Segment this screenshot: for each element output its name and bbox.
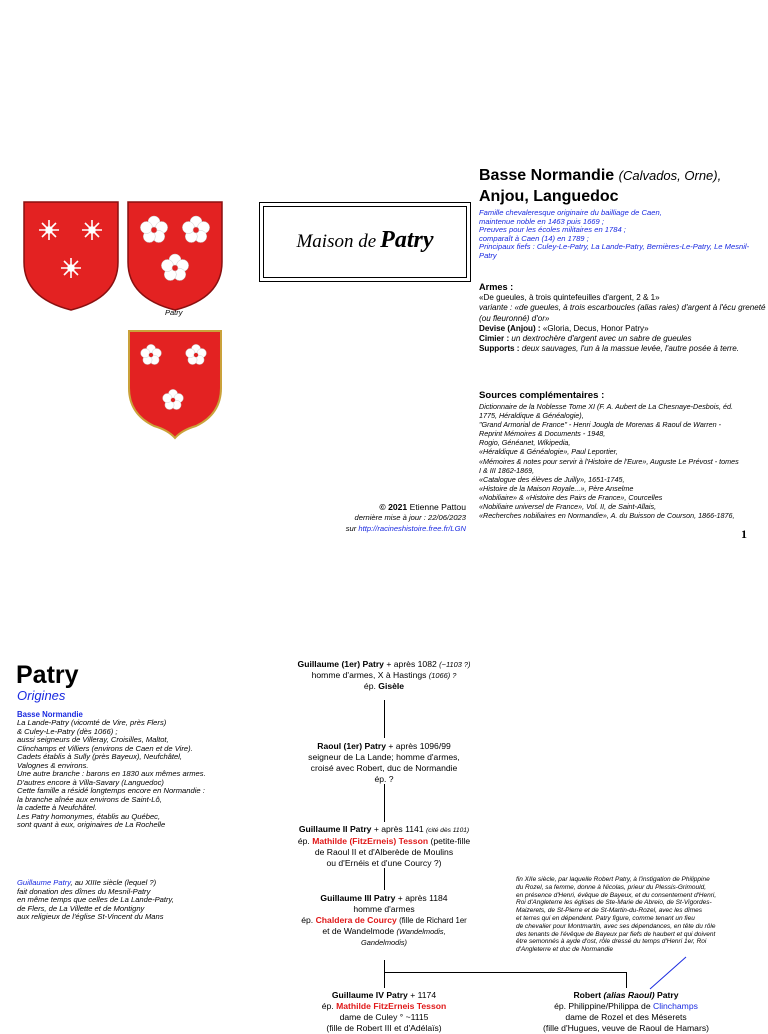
person-name: Patry	[657, 990, 679, 1000]
person-guillaume-2	[274, 824, 494, 869]
person-spouse: Chaldera de Courcy	[315, 915, 397, 925]
note-left-name[interactable]: Guillaume Patry	[17, 878, 71, 887]
person-dates: + après 1141	[373, 824, 424, 834]
shield-quintefeuilles-gold	[126, 328, 224, 440]
note-left-line: fait donation des dîmes du Mesnil-Patry	[17, 886, 151, 896]
person-ep: ép.	[554, 1001, 567, 1011]
sources-block	[479, 390, 741, 520]
person-detail: homme d'armes	[353, 904, 415, 914]
person-name: Raoul (1er) Patry	[317, 741, 387, 751]
origins-line: Une autre branche : barons en 1830 aux mêmes armes.	[17, 769, 206, 778]
tree-connector	[626, 972, 627, 988]
devise-line	[479, 324, 766, 334]
maison-name: Patry	[380, 227, 434, 253]
person-spouse: Gisèle	[378, 681, 405, 691]
tree-connector	[384, 868, 385, 890]
copyright-author: Etienne Pattou	[409, 502, 466, 512]
tree-connector	[384, 700, 385, 738]
person-guillaume-4	[284, 990, 484, 1034]
origins-line: aussi seigneurs de Villeray, Croisilles, Maltot,	[17, 735, 169, 744]
person-dates-note: (cité dès 1101)	[426, 827, 470, 834]
source-line: «Mémoires & notes pour servir à l'Histoire de l'Eure», Auguste Le Prévost - tomes I & III 1862-1869,	[479, 456, 739, 475]
person-detail: (petite-fille	[430, 836, 471, 846]
summary-line: maintenue noble en 1463 puis 1669 ;	[479, 216, 604, 226]
person-detail-note: Gandelmodis)	[360, 938, 407, 947]
tree-connector	[384, 960, 385, 988]
cimier-label: Cimier :	[479, 334, 510, 344]
note-donation-left	[17, 879, 257, 922]
person-spouse: Mathilde (FitzErneis) Tesson	[312, 836, 429, 846]
supports-text: deux sauvages, l'un à la massue levée, l'autre posée à terre.	[521, 344, 739, 354]
origins-line: la cadette à Neufchâtel.	[17, 803, 97, 812]
person-ep: ép.	[301, 915, 314, 925]
shield-quintefeuilles	[126, 200, 224, 312]
note-right-line: en présence d'Henri, évêque de Bayeux, et du consentement d'Henri,	[516, 891, 717, 899]
summary-line: comparaît à Caen (14) en 1789 ;	[479, 233, 589, 243]
person-dates: + 1174	[410, 990, 437, 1000]
person-detail: dame de Culey ° ~1115	[339, 1012, 429, 1022]
armes-line: variante : «de gueules, à trois escarboucles (alias raies) d'argent à l'écu greneté (ou fleuronné) d'or»	[479, 303, 766, 323]
note-left-line: , au XIIIe siècle (lequel ?)	[70, 878, 157, 887]
tree-connector	[384, 784, 385, 822]
person-guillaume-3	[284, 893, 484, 948]
person-dates: + après 1082	[386, 659, 437, 669]
person-robert	[520, 990, 732, 1034]
update-label: dernière mise à jour :	[354, 512, 426, 522]
maison-prefix: Maison de	[296, 231, 377, 252]
person-dates: + après 1184	[397, 893, 448, 903]
source-line: «Histoire de la Maison Royale...», Père Anselme	[479, 483, 634, 493]
person-name: Robert	[573, 990, 602, 1000]
note-right-line: fin XIIe siècle, par laquelle Robert Patry, à l'instigation de Philippine	[516, 876, 710, 883]
note-left-line: de Flers, de La Villette et de Montigny	[17, 903, 145, 913]
origins-line: D'autres encore à Villa-Savary (Languedoc)	[17, 777, 164, 787]
devise-text: «Gloria, Decus, Honor Patry»	[542, 323, 649, 333]
person-detail: (fille de Richard 1er	[399, 916, 467, 925]
note-right-line: Maizerets, de St-Pierre et de St-Martin-du-Rozel, avec les dîmes	[516, 907, 703, 915]
person-detail: ou d'Ernéis et d'une Courcy ?)	[326, 858, 442, 868]
devise-label: Devise (Anjou) :	[479, 323, 541, 333]
note-right-line: et terres qui en dépendent. Patry figure, comme tenant un fieu	[516, 914, 695, 922]
person-guillaume-1	[284, 659, 484, 692]
region-title-sub: (Calvados, Orne),	[618, 168, 722, 183]
person-detail: homme d'armes, X à Hastings	[311, 670, 427, 680]
person-detail-note: (1066) ?	[428, 671, 457, 680]
note-charter-right	[516, 876, 766, 954]
page-number: 1	[741, 527, 747, 541]
note-right-line: d'Angleterre et duc de Normandie	[516, 946, 613, 954]
region-title	[479, 166, 764, 207]
note-right-line: Roi d'Angleterre les églises de Ste-Marie de Abreio, de St-Vigordes-	[516, 899, 712, 907]
supports-line	[479, 344, 766, 354]
person-ep: ép.	[321, 1001, 334, 1011]
person-detail: (fille de Robert III et d'Adélaïs)	[326, 1023, 442, 1033]
cimier-line	[479, 334, 766, 344]
origins-line: La Lande-Patry (vicomté de Vire, près Flers)	[17, 718, 167, 727]
origins-line: Les Patry homonymes, établis au Québec,	[17, 811, 161, 821]
note-right-line: des tenants de l'évêque de Bayeux par fiefs de haubert et qui doivent	[516, 930, 716, 938]
origins-line: Cadets établis à Sully (près Bayeux), Neufchâtel,	[17, 752, 183, 761]
region-title-main: Basse Normandie	[479, 167, 615, 184]
person-detail: (fille d'Hugues, veuve de Raoul de Hamars)	[543, 1023, 709, 1033]
person-detail: seigneur de La Lande; homme d'armes,	[308, 752, 460, 762]
sources-heading: Sources complémentaires :	[479, 390, 605, 401]
origins-line: Clinchamps et Villiers (environs de Caen et de Vire).	[17, 743, 193, 753]
note-left-line: en même temps que celles de La Lande-Patry,	[17, 895, 174, 904]
armes-block	[479, 281, 766, 355]
note-left-line: aux religieux de l'église St-Vincent du Mans	[17, 912, 164, 921]
note-right-line: être semonnés à ayde d'ost, rôle dressé du temps d'Henri 1er, Roi	[516, 938, 707, 946]
person-spouse: Mathilde FitzErneis Tesson	[336, 1001, 447, 1011]
source-line: «Nobiliaire universel de France», Vol. II, de Saint-Allais,	[479, 502, 657, 512]
person-dates: + après 1096/99	[388, 741, 451, 751]
copyright-block	[290, 502, 466, 534]
summary-line: Famille chevaleresque originaire du bailliage de Caen,	[479, 208, 662, 217]
origins-block	[17, 710, 257, 830]
origins-heading: Basse Normandie	[17, 710, 83, 719]
person-detail-note: (Wandelmodis,	[396, 927, 446, 936]
person-detail: et de Wandelmode	[322, 926, 395, 936]
note-right-line: du Rozel, sa femme, donne à Nicolas, prieur du Plessis-Grimould,	[516, 883, 707, 891]
person-detail: ép. ?	[374, 774, 394, 784]
site-link[interactable]: http://racineshistoire.free.fr/LGN	[358, 523, 466, 533]
person-spouse-link[interactable]: Clinchamps	[653, 1001, 698, 1011]
origins-line: & Culey-Le-Patry (dès 1066) ;	[17, 726, 118, 736]
person-detail: dame de Rozel et des Méserets	[565, 1012, 687, 1022]
origins-line: Valognes & environs.	[17, 760, 89, 770]
shield-escarboucles	[22, 200, 120, 312]
source-line: «Catalogue des élèves de Juilly», 1651-1745,	[479, 474, 625, 484]
origins-line: Cette famille a résidé longtemps encore en Normandie :	[17, 786, 205, 795]
origins-line: la branche aînée aux environs de Saint-Lô,	[17, 794, 162, 804]
supports-label: Supports :	[479, 344, 520, 354]
person-alias: (alias Raoul)	[603, 990, 655, 1000]
person-raoul-1	[284, 741, 484, 785]
source-line: "Grand Armorial de France" - Henri Jougla de Morenas & Raoul de Warren - Reprint Mémoires & Documents - 1948,	[479, 420, 721, 439]
site-label: sur	[345, 523, 357, 533]
source-line: «Recherches nobiliaires en Normandie», A. du Buisson de Courson, 1866-1876,	[479, 511, 735, 521]
origins-line: sont quant à eux, originaires de La Rochelle	[17, 820, 166, 829]
shield-caption: Patry	[165, 308, 183, 317]
summary-line: Principaux fiefs : Culey-Le-Patry, La Lande-Patry, Bernières-Le-Patry, Le Mesnil-Patry	[479, 242, 750, 260]
source-line: «Nobiliaire» & «Histoire des Pairs de France», Courcelles	[479, 492, 663, 502]
source-line: Rogio, Généanet, Wikipedia,	[479, 438, 571, 448]
person-detail: de Raoul II et d'Alberède de Moulins	[314, 847, 454, 857]
person-name: Guillaume III Patry	[320, 893, 396, 903]
page-subtitle: Origines	[17, 688, 66, 703]
person-name: Guillaume II Patry	[298, 824, 372, 834]
person-detail: croisé avec Robert, duc de Normandie	[310, 763, 458, 773]
armes-line: «De gueules, à trois quintefeuilles d'argent, 2 & 1»	[479, 293, 660, 302]
person-spouse: Philippine/Philippa de	[568, 1001, 651, 1011]
family-summary	[479, 209, 764, 261]
region-title-second: Anjou, Languedoc	[479, 188, 619, 205]
source-line: «Héraldique & Généalogie», Paul Leportier,	[479, 447, 618, 457]
person-name: Guillaume IV Patry	[331, 990, 408, 1000]
source-line: Dictionnaire de la Noblesse Tome XI (F. A. Aubert de La Chesnaye-Desbois, éd. 1775, Héraldique & Généalogie),	[479, 402, 733, 421]
copyright-year: © 2021	[379, 502, 408, 512]
armes-heading: Armes :	[479, 282, 514, 292]
person-dates-note: (~1103 ?)	[439, 660, 471, 669]
cimier-text: un dextrochère d'argent avec un sabre de gueules	[511, 334, 692, 344]
page-title: Patry	[16, 661, 79, 689]
person-name: Guillaume (1er) Patry	[297, 659, 384, 669]
maison-title-box	[259, 202, 471, 282]
tree-connector	[384, 972, 626, 973]
person-ep: ép.	[297, 836, 310, 846]
update-date: 22/06/2023	[427, 512, 466, 522]
note-right-line: de chevalier pour Montmartin, avec ses dépendances, en tête du rôle	[516, 922, 716, 930]
person-ep: ép.	[363, 681, 376, 691]
summary-line: Preuves pour les écoles militaires en 1784 ;	[479, 225, 626, 235]
